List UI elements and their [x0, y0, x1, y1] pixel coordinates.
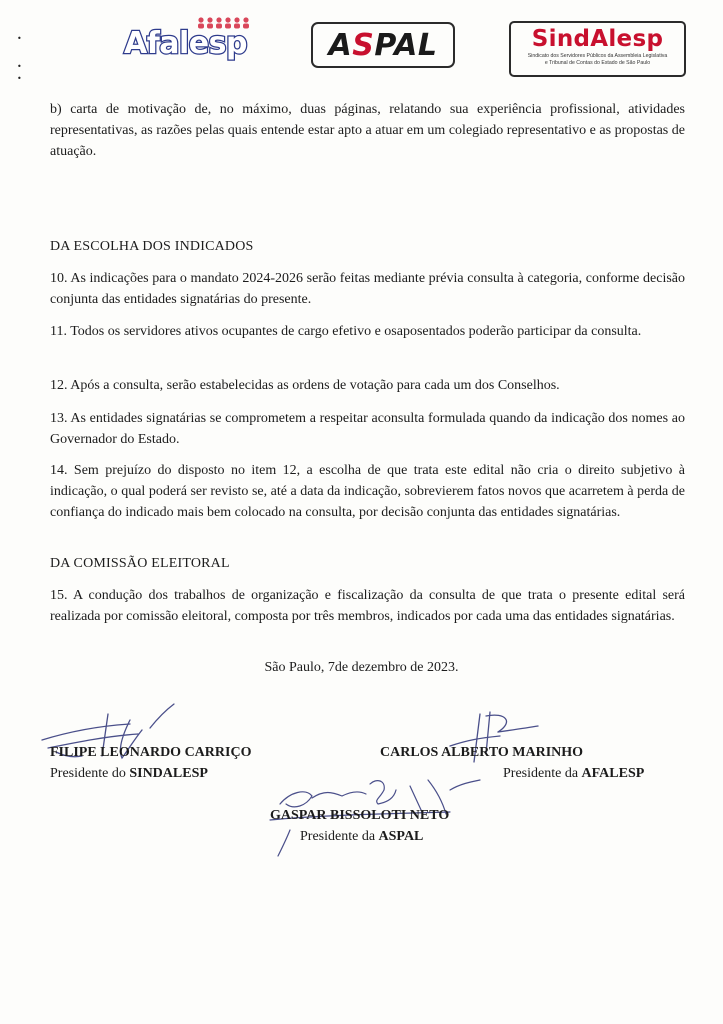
paragraph-item-11: 11. Todos os servidores ativos ocupantes de cargo efetivo e osaposentados poderão participar da consulta.: [50, 324, 642, 339]
margin-dot: •: [17, 34, 22, 43]
signatory-role-prefix: Presidente da: [300, 829, 379, 844]
paragraph-item-13: 13. As entidades signatárias se comprometem a respeitar aconsulta formulada quando da indicação dos nomes ao Governador do Estado.: [50, 411, 685, 447]
paragraph-item-15: 15. A condução dos trabalhos de organização e fiscalização da consulta de que trata o presente edital será realizada por comissão eleitoral, composta por três membros, indicados por cada uma das entidades signatárias.: [50, 588, 685, 624]
signatory-entity-aspal: ASPAL: [378, 829, 424, 844]
signatory-entity-sindalesp: SINDALESP: [129, 766, 208, 781]
sindalesp-logo-subtitle-1: Sindicato dos Servidores Públicos da Assembleia Legislativa: [527, 53, 668, 59]
aspal-logo-s: S: [352, 27, 375, 63]
aspal-logo-pal: PAL: [374, 27, 438, 63]
signatory-role-afalesp: [503, 764, 644, 784]
section-heading-escolha: DA ESCOLHA DOS INDICADOS: [50, 239, 254, 254]
aspal-logo: [311, 22, 455, 68]
paragraph-item-12: 12. Após a consulta, serão estabelecidas as ordens de votação para cada um dos Conselhos.: [50, 378, 560, 393]
afalesp-logo-text: Afalesp: [124, 26, 247, 61]
margin-dot: •: [17, 74, 22, 83]
paragraph-item-10: 10. As indicações para o mandato 2024-2026 serão feitas mediante prévia consulta à categoria, conforme decisão conjunta das entidades signatárias do presente.: [50, 271, 685, 307]
paragraph-item-b: b) carta de motivação de, no máximo, duas páginas, relatando sua experiência profissional, atividades representativas, as razões pelas quais entende estar apto a atuar em um colegiado representativo e as propostas de atuação.: [50, 102, 685, 159]
margin-dot: •: [17, 62, 22, 71]
sindalesp-logo: [509, 21, 686, 77]
signatory-role-aspal: [300, 827, 423, 847]
signatory-role-sindalesp: [50, 764, 208, 784]
afalesp-logo: [124, 16, 254, 68]
signatory-name-aspal: GASPAR BISSOLOTI NETO: [270, 808, 450, 823]
signatory-role-prefix: Presidente do: [50, 766, 130, 781]
signatory-name-sindalesp: FILIPE LEONARDO CARRIÇO: [50, 745, 252, 760]
section-heading-comissao: DA COMISSÃO ELEITORAL: [50, 556, 230, 571]
dateline: São Paulo, 7de dezembro de 2023.: [264, 660, 459, 675]
sindalesp-logo-name: SindAlesp: [531, 26, 664, 52]
aspal-logo-a: A: [328, 27, 353, 63]
paragraph-item-14: 14. Sem prejuízo do disposto no item 12, a escolha de que trata este edital não cria o direito subjetivo à indicação, o qual poderá ser revisto se, até a data da indicação, sobrevierem fatos novos que acarretem à perda de confiança do indicado mais bem colocado na consulta, por decisão conjunta das entidades signatárias.: [50, 463, 685, 520]
signatory-entity-afalesp: AFALESP: [581, 766, 645, 781]
signatory-role-prefix: Presidente da: [503, 766, 582, 781]
sindalesp-logo-subtitle-2: e Tribunal de Contas do Estado de São Paulo: [544, 59, 651, 66]
signatory-name-afalesp: CARLOS ALBERTO MARINHO: [380, 745, 584, 760]
